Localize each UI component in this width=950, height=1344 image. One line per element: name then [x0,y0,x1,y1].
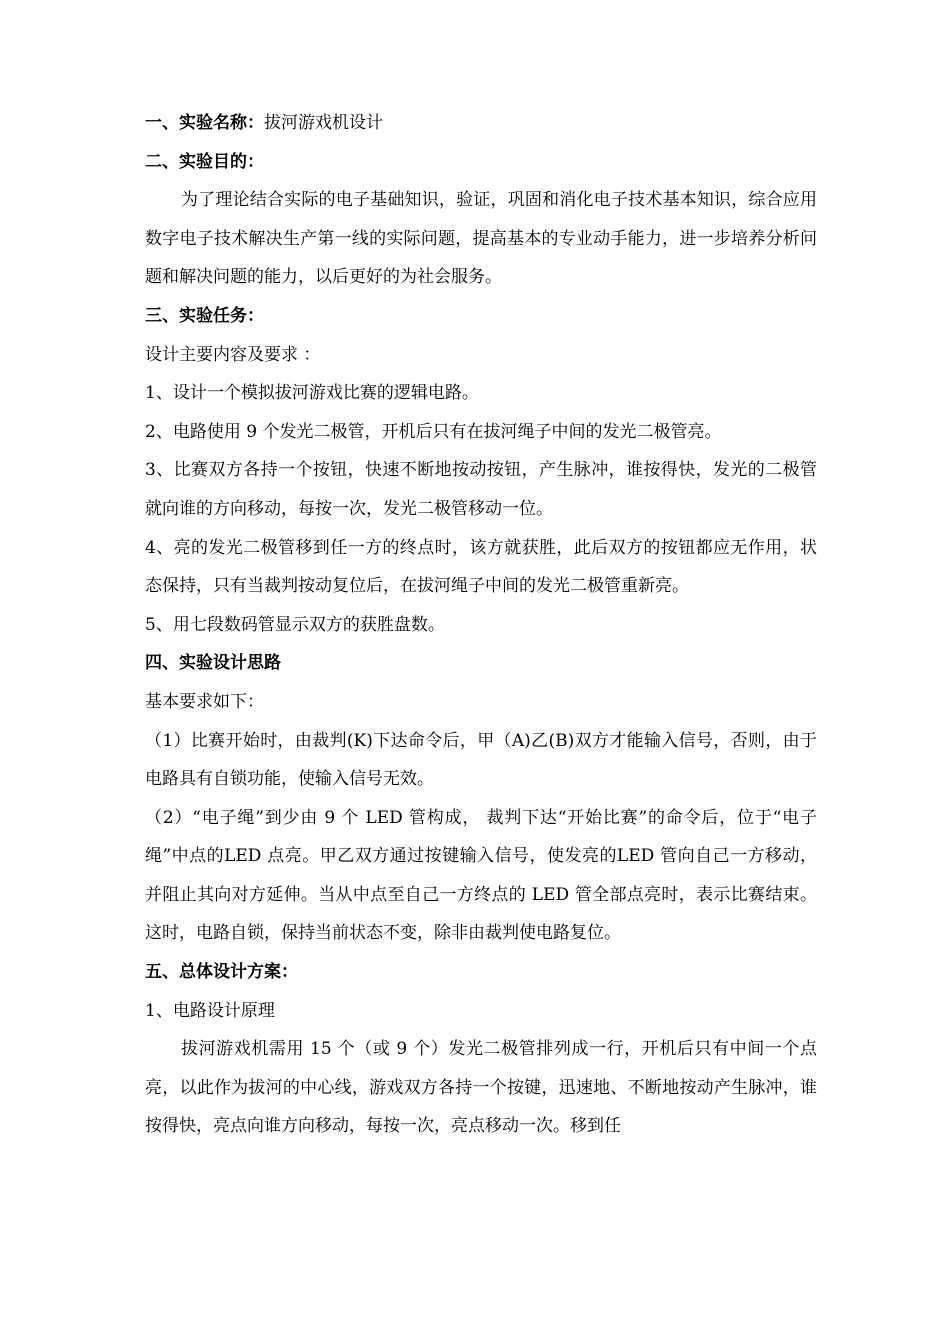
section-4-intro: 基本要求如下： [145,691,264,712]
section-3-heading: 三、实验任务： [145,305,264,326]
section-2-body: 为了理论结合实际的电子基础知识，验证，巩固和消化电子技术基本知识，综合应用数字电子技术解决生产第一线的实际问题，提高基本的专业动手能力，进一步培养分析问题和解决问题的能力，以后更好的为社会服务。 [145,190,817,288]
section-5-subtitle: 1、电路设计原理 [145,1000,275,1021]
section-3-item-5: 5、用七段数码管显示双方的获胜盘数。 [145,614,445,635]
section-3-item-2: 2、电路使用 9 个发光二极管，开机后只有在拔河绳子中间的发光二极管亮。 [145,421,722,442]
section-4-item-1: （1）比赛开始时，由裁判(K)下达命令后，甲（A)乙(B)双方才能输入信号，否则，由于电路具有自锁功能，使输入信号无效。 [145,730,817,790]
section-3-intro: 设计主要内容及要求 ： [145,344,321,365]
section-2-heading: 二、实验目的： [145,151,264,172]
section-3-item-4: 4、亮的发光二极管移到任一方的终点时，该方就获胜，此后双方的按钮都应无作用，状态保持，只有当裁判按动复位后，在拔河绳子中间的发光二极管重新亮。 [145,537,817,597]
section-4-item-2: （2）“电子绳”到少由 9 个 LED 管构成， 裁判下达“开始比赛”的命令后，位于“电子绳”中点的LED 点亮。甲乙双方通过按键输入信号，使发亮的LED 管向自己一方移动，并阻止其向对方延伸。当从中点至自己一方终点的 LED 管全部点亮时，表示比赛结束。这时，电路自锁，保持当前状态不变，除非由裁判使电路复位。 [145,807,817,944]
document-body [145,104,817,1146]
section-1-value: 拔河游戏机设计 [264,113,383,133]
section-5-heading: 五、总体设计方案： [145,962,298,983]
section-5-body: 拔河游戏机需用 15 个（或 9 个）发光二极管排列成一行，开机后只有中间一个点亮，以此作为拔河的中心线，游戏双方各持一个按键，迅速地、不断地按动产生脉冲，谁按得快，亮点向谁方向移动，每按一次，亮点移动一次。移到任 [145,1039,817,1137]
section-3-item-3: 3、比赛双方各持一个按钮，快速不断地按动按钮，产生脉冲，谁按得快，发光的二极管就向谁的方向移动，每按一次，发光二极管移动一位。 [145,460,817,519]
section-1-label: 一、实验名称： [145,113,264,133]
section-1-heading [145,104,817,143]
section-4-heading: 四、实验设计思路 [145,653,281,674]
section-3-item-1: 1、设计一个模拟拔河游戏比赛的逻辑电路。 [145,383,479,404]
